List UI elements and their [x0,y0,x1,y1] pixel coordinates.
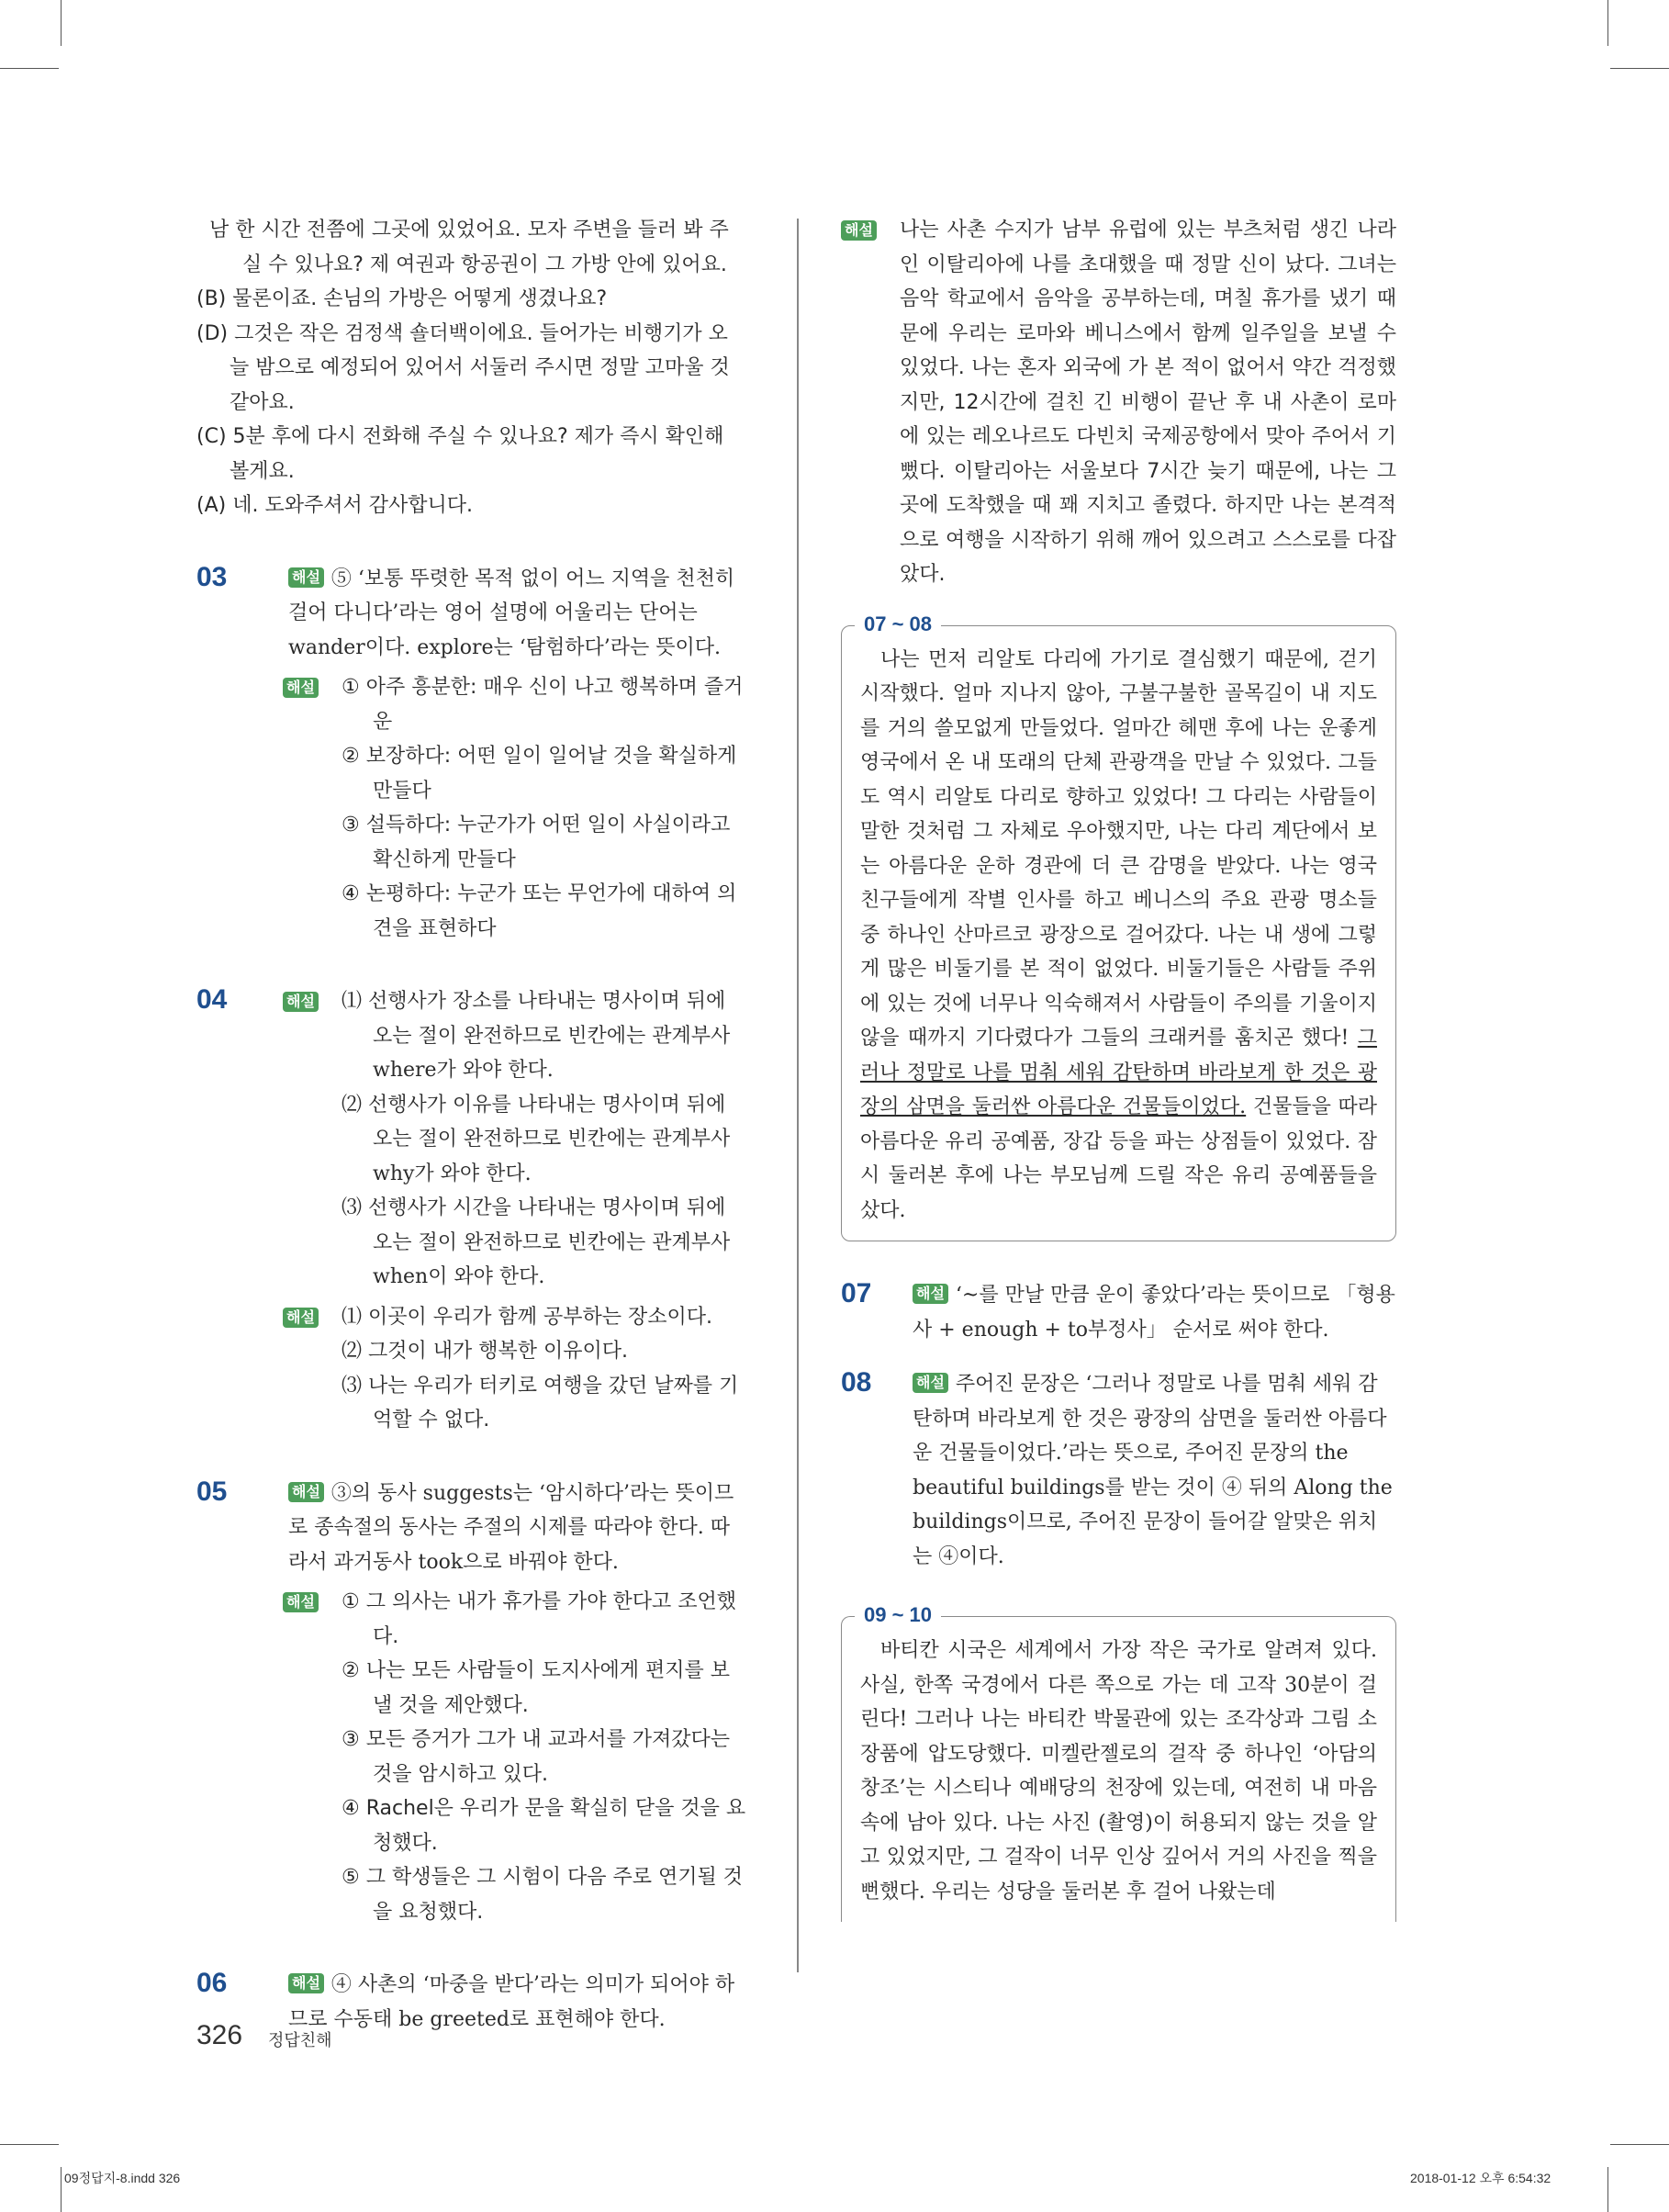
option-line: ① 아주 흥분한: 매우 신이 나고 행복하며 즐거운 [342,676,744,734]
option-line: ⑵ 그것이 내가 행복한 이유이다. [342,1340,628,1363]
explanation-badge: 해설 [283,992,319,1012]
file-slug: 09정답지-8.indd 326 [64,2171,181,2185]
explanation: 해설 ③의 동사 suggests는 ‘암시하다’라는 뜻이므로 종속절의 동사는 주절의 시제를 따라야 한다. 따라서 과거동사 took으로 바꿔야 한다. [288,1481,734,1574]
crop-mark [0,68,59,69]
explanation-line: ⑴ 선행사가 장소를 나타내는 명사이며 뒤에 오는 절이 완전하므로 빈칸에는 관계부사 where가 와야 한다. [342,990,731,1082]
passage-box-09-10 [841,1603,1396,1922]
option-line: ⑶ 나는 우리가 터키로 여행을 갔던 날짜를 기억할 수 없다. [342,1374,739,1432]
dialogue-line: 남 한 시간 전쯤에 그곳에 있었어요. 모자 주변을 들러 봐 주실 수 있나요? 제 여권과 항공권이 그 가방 안에 있어요. [209,219,729,276]
crop-mark [1610,68,1669,69]
underlined-sentence: 그러나 정말로 나를 멈춰 세워 감탄하며 바라보게 한 것은 광장의 삼면을 둘러싼 아름다운 건물들이었다. [860,1027,1377,1118]
question-number: 04 [196,984,228,1015]
box-text: 나는 먼저 리알토 다리에 가기로 결심했기 때문에, 걷기 시작했다. 얼마 지나지 않아, 구불구불한 골목길이 내 지도를 거의 쓸모없게 만들었다. 얼마간 헤맨 후에 나는 운좋게 영국에서 온 내 또래의 단체 관광객을 만날 수 있었다. 그들도 역시 리알토 다리로 향하고 있었다! 그 다리는 사람들이 말한 것처럼 그 자체로 우아했지만, 나는 다리 계단에서 보는 아름다운 운하 경관에 더 큰 감명을 받았다. 나는 영국 친구들에게 작별 인사를 하고 베니스의 주요 관광 명소들 중 하나인 산마르코 광장으로 걸어갔다. 나는 내 생에 그렇게 많은 비둘기를 본 적이 없었다. 비둘기들은 사람들 주위에 있는 것에 너무나 익숙해져서 사람들이 주의를 기울이지 않을 때까지 기다렸다가 그들의 크래커를 훔치곤 했다! 그러나 정말로 나를 멈춰 세워 감탄하며 바라보게 한 것은 광장의 삼면을 둘러싼 아름다운 건물들이었다. 건물들을 따라 아름다운 유리 공예품, 장갑 등을 파는 상점들이 있었다. 잠시 둘러본 후에 나는 부모님께 드릴 작은 유리 공예품들을 샀다. [860,647,1377,1222]
explanation-line: ⑶ 선행사가 시간을 나타내는 명사이며 뒤에 오는 절이 완전하므로 빈칸에는 관계부사 when이 와야 한다. [342,1196,731,1288]
explanation-badge: 해설 [913,1284,948,1304]
passage-box-07-08 [841,612,1396,1242]
crop-mark [61,0,62,46]
box-label: 07 ~ 08 [855,612,941,637]
explanation-line: ⑵ 선행사가 이유를 나타내는 명사이며 뒤에 오는 절이 완전하므로 빈칸에는 관계부사 why가 와야 한다. [342,1093,731,1185]
explanation-badge: 해설 [288,1973,324,1993]
option-line: ② 나는 모든 사람들이 도지사에게 편지를 보낼 것을 제안했다. [342,1659,730,1717]
explanation: 해설 ⑤ ‘보통 뚜렷한 목적 없이 어느 지역을 천천히 걸어 다니다’라는 영어 설명에 어울리는 단어는 wander이다. explore는 ‘탐험하다’라는 뜻이다. [288,567,735,659]
option-line: ④ Rachel은 우리가 문을 확실히 닫을 것을 요청했다. [342,1797,746,1855]
crop-mark [61,2167,62,2212]
question-08 [841,1367,1396,1574]
question-number: 06 [196,1968,228,1998]
explanation: 해설 ④ 사촌의 ‘마중을 받다’라는 의미가 되어야 하므로 수동태 be greeted로 표현해야 한다. [288,1973,735,2031]
option-line: ③ 모든 증거가 그가 내 교과서를 가져갔다는 것을 암시하고 있다. [342,1728,730,1786]
question-06 [196,1968,747,2037]
option-line: ③ 설득하다: 누군가가 어떤 일이 사실이라고 확신하게 만들다 [342,814,731,871]
explanation-badge: 해설 [283,1592,319,1612]
explanation-badge: 해설 [283,1308,319,1328]
timestamp-slug: 2018-01-12 오후 6:54:32 [1410,2171,1551,2185]
dialogue-line: (D) 그것은 작은 검정색 숄더백이에요. 들어가는 비행기가 오늘 밤으로 예정되어 있어서 서둘러 주시면 정말 고마울 것 같아요. [196,321,730,414]
crop-mark [1610,2144,1669,2145]
explanation-badge: 해설 [913,1373,948,1393]
question-number: 07 [841,1278,872,1308]
option-line: ⑴ 이곳이 우리가 함께 공부하는 장소이다. [342,1305,712,1329]
option-line: ④ 논평하다: 누군가 또는 무언가에 대하여 의견을 표현하다 [342,882,737,940]
question-number: 03 [196,561,228,592]
question-number: 08 [841,1367,872,1398]
right-column [841,213,1396,1922]
option-line: ⑤ 그 학생들은 그 시험이 다음 주로 연기될 것을 요청했다. [342,1866,743,1924]
crop-mark [1607,2167,1608,2212]
question-04 [196,984,747,1438]
explanation: 해설 주어진 문장은 ‘그러나 정말로 나를 멈춰 세워 감탄하며 바라보게 한 것은 광장의 삼면을 둘러싼 아름다운 건물들이었다.’라는 뜻으로, 주어진 문장의 the beautiful buildings를 받는 것이 ④ 뒤의 Along the buildings이므로, 주어진 문장이 들어갈 알맞은 위치는 ④이다. [913,1373,1393,1568]
option-translations [288,1300,747,1438]
box-text: 바티칸 시국은 세계에서 가장 작은 국가로 알려져 있다. 사실, 한쪽 국경에서 다른 쪽으로 가는 데 고작 30분이 걸린다! 그러나 나는 바티칸 박물관에 있는 조각상과 그림 소장품에 압도당했다. 미켈란젤로의 걸작 중 하나인 ‘아담의 창조’는 시스티나 예배당의 천장에 있는데, 여전히 내 마음속에 남아 있다. 나는 사진 (촬영)이 허용되지 않는 것을 알고 있었지만, 그 걸작이 너무 인상 깊어서 거의 사진을 찍을 뻔했다. 우리는 성당을 둘러본 후 걸어 나왔는데 [860,1639,1377,1903]
option-translations [288,1585,747,1929]
dialogue-line: (A) 네. 도와주셔서 감사합니다. [196,494,473,517]
question-05 [196,1477,747,1930]
dialogue-translation [196,213,747,523]
explanation-badge: 해설 [288,1482,324,1502]
column-divider [797,219,799,1972]
left-column [196,213,747,2037]
passage-translation: 해설 나는 사촌 수지가 남부 유럽에 있는 부츠처럼 생긴 나라인 이탈리아에 나를 초대했을 때 정말 신이 났다. 그녀는 음악 학교에서 음악을 공부하는데, 며칠 휴가를 냈기 때문에 우리는 로마와 베니스에서 함께 일주일을 보낼 수 있었다. 나는 혼자 외국에 가 본 적이 없어서 약간 걱정했지만, 12시간에 걸친 긴 비행이 끝난 후 내 사촌이 로마에 있는 레오나르도 다빈치 국제공항에서 맞아 주어서 기뻤다. 이탈리아는 서울보다 7시간 늦기 때문에, 나는 그곳에 도착했을 때 꽤 지치고 졸렸다. 하지만 나는 본격적으로 여행을 시작하기 위해 깨어 있으려고 스스로를 다잡았다. [841,213,1396,592]
question-07 [841,1278,1396,1347]
section-label: 정답친해 [268,2031,332,2050]
dialogue-line: (B) 물론이죠. 손님의 가방은 어떻게 생겼나요? [196,287,608,310]
explanation-badge: 해설 [283,678,319,698]
option-line: ② 보장하다: 어떤 일이 일어날 것을 확실하게 만들다 [342,745,737,803]
crop-mark [1607,0,1608,46]
dialogue-line: (C) 5분 후에 다시 전화해 주실 수 있나요? 제가 즉시 확인해 볼게요. [196,425,724,483]
explanation-badge: 해설 [841,220,877,241]
explanation: 해설 ‘~를 만날 만큼 운이 좋았다’라는 뜻이므로 「형용사 + enough + to부정사」 순서로 써야 한다. [913,1284,1395,1342]
option-translations [288,670,747,946]
crop-mark [0,2144,59,2145]
page-number: 326 [196,2020,243,2050]
explanation-badge: 해설 [288,567,324,588]
option-line: ① 그 의사는 내가 휴가를 가야 한다고 조언했다. [342,1590,736,1648]
question-03 [196,562,747,947]
box-label: 09 ~ 10 [855,1602,941,1628]
question-number: 05 [196,1476,228,1507]
